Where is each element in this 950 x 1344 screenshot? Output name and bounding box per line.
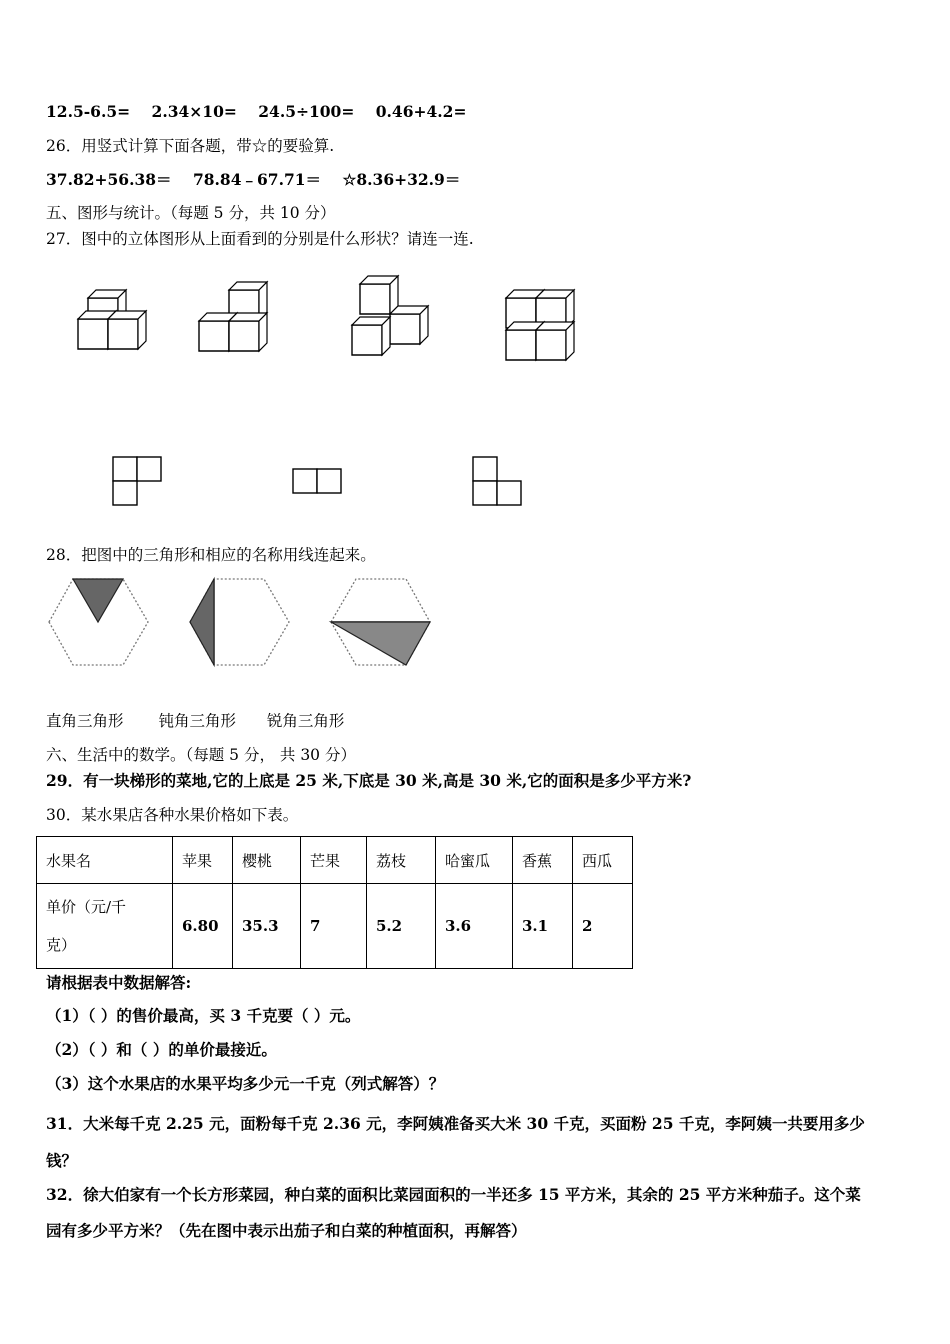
row-label-line1: 单价（元/千: [46, 898, 127, 916]
hexagon-2: [190, 579, 289, 665]
table-cell: 6.80: [173, 884, 233, 969]
fruit-price-table: [36, 836, 633, 969]
table-header-cell: 水果名: [37, 837, 173, 884]
q32-line2: 园有多少平方米？（先在图中表示出茄子和白菜的种植面积，再解答）: [46, 1221, 527, 1240]
q25-item-4: 0.46+4.2=: [375, 102, 467, 121]
table-cell: 3.6: [436, 884, 513, 969]
q30-sub3: （3）这个水果店的水果平均多少元一千克（列式解答）？: [46, 1074, 445, 1093]
q26-item-1: 37.82+56.38＝: [46, 170, 172, 189]
q27-title: 27．图中的立体图形从上面看到的分别是什么形状？请连一连.: [46, 230, 474, 248]
q25-item-1: 12.5-6.5=: [46, 102, 131, 121]
table-cell: 3.1: [513, 884, 573, 969]
q30-sub1: （1）（ ）的售价最高，买 3 千克要（ ）元。: [46, 1006, 361, 1025]
table-header-cell: 樱桃: [233, 837, 301, 884]
table-cell: 7: [301, 884, 367, 969]
q26-item-2: 78.84﹣67.71＝: [192, 170, 322, 189]
q25-item-3: 24.5÷100=: [258, 102, 355, 121]
label-right-triangle: 直角三角形: [46, 712, 124, 730]
label-acute-triangle: 锐角三角形: [266, 712, 345, 730]
table-cell: 5.2: [367, 884, 436, 969]
q31-line2: 钱？: [46, 1151, 78, 1170]
q26-title: 26．用竖式计算下面各题，带☆的要验算.: [46, 137, 335, 155]
table-header-row: [37, 837, 633, 884]
label-obtuse-triangle: 钝角三角形: [158, 712, 236, 730]
table-header-cell: 香蕉: [513, 837, 573, 884]
section6-title: 六、生活中的数学。（每题 5 分， 共 30 分）: [46, 746, 356, 764]
table-cell: 2: [573, 884, 633, 969]
q25-item-2: 2.34×10=: [151, 102, 237, 121]
table-cell: 35.3: [233, 884, 301, 969]
row-label-cell: [37, 884, 173, 969]
table-header-cell: 荔枝: [367, 837, 436, 884]
table-header-cell: 芒果: [301, 837, 367, 884]
q26-item-3: ☆8.36+32.9＝: [342, 170, 461, 189]
row-label-line2: 克）: [46, 936, 77, 954]
q30-title: 30．某水果店各种水果价格如下表。: [46, 806, 299, 824]
section5-title: 五、图形与统计。（每题 5 分，共 10 分）: [46, 204, 336, 222]
table-header-cell: 西瓜: [573, 837, 633, 884]
q30-sub2: （2）（ ）和（ ）的单价最接近。: [46, 1040, 277, 1059]
q28-title: 28．把图中的三角形和相应的名称用线连起来。: [46, 546, 376, 564]
table-header-cell: 苹果: [173, 837, 233, 884]
table-row: [37, 884, 633, 969]
q31-line1: 31．大米每千克 2.25 元，面粉每千克 2.36 元，李阿姨准备买大米 30 千克，买面粉 25 千克，李阿姨一共要用多少: [46, 1114, 865, 1133]
hexagon-3: [331, 579, 430, 665]
q28-labels: [46, 711, 344, 731]
table-header-cell: 哈蜜瓜: [436, 837, 513, 884]
q32-line1: 32．徐大伯家有一个长方形菜园，种白菜的面积比菜园面积的一半还多 15 平方米，其余的 25 平方米种茄子。这个菜: [46, 1185, 861, 1204]
q30-intro: 请根据表中数据解答:: [46, 973, 192, 992]
q29-text: 29．有一块梯形的菜地,它的上底是 25 米,下底是 30 米,高是 30 米,它的面积是多少平方米?: [46, 771, 692, 790]
hexagon-1: [49, 579, 148, 665]
